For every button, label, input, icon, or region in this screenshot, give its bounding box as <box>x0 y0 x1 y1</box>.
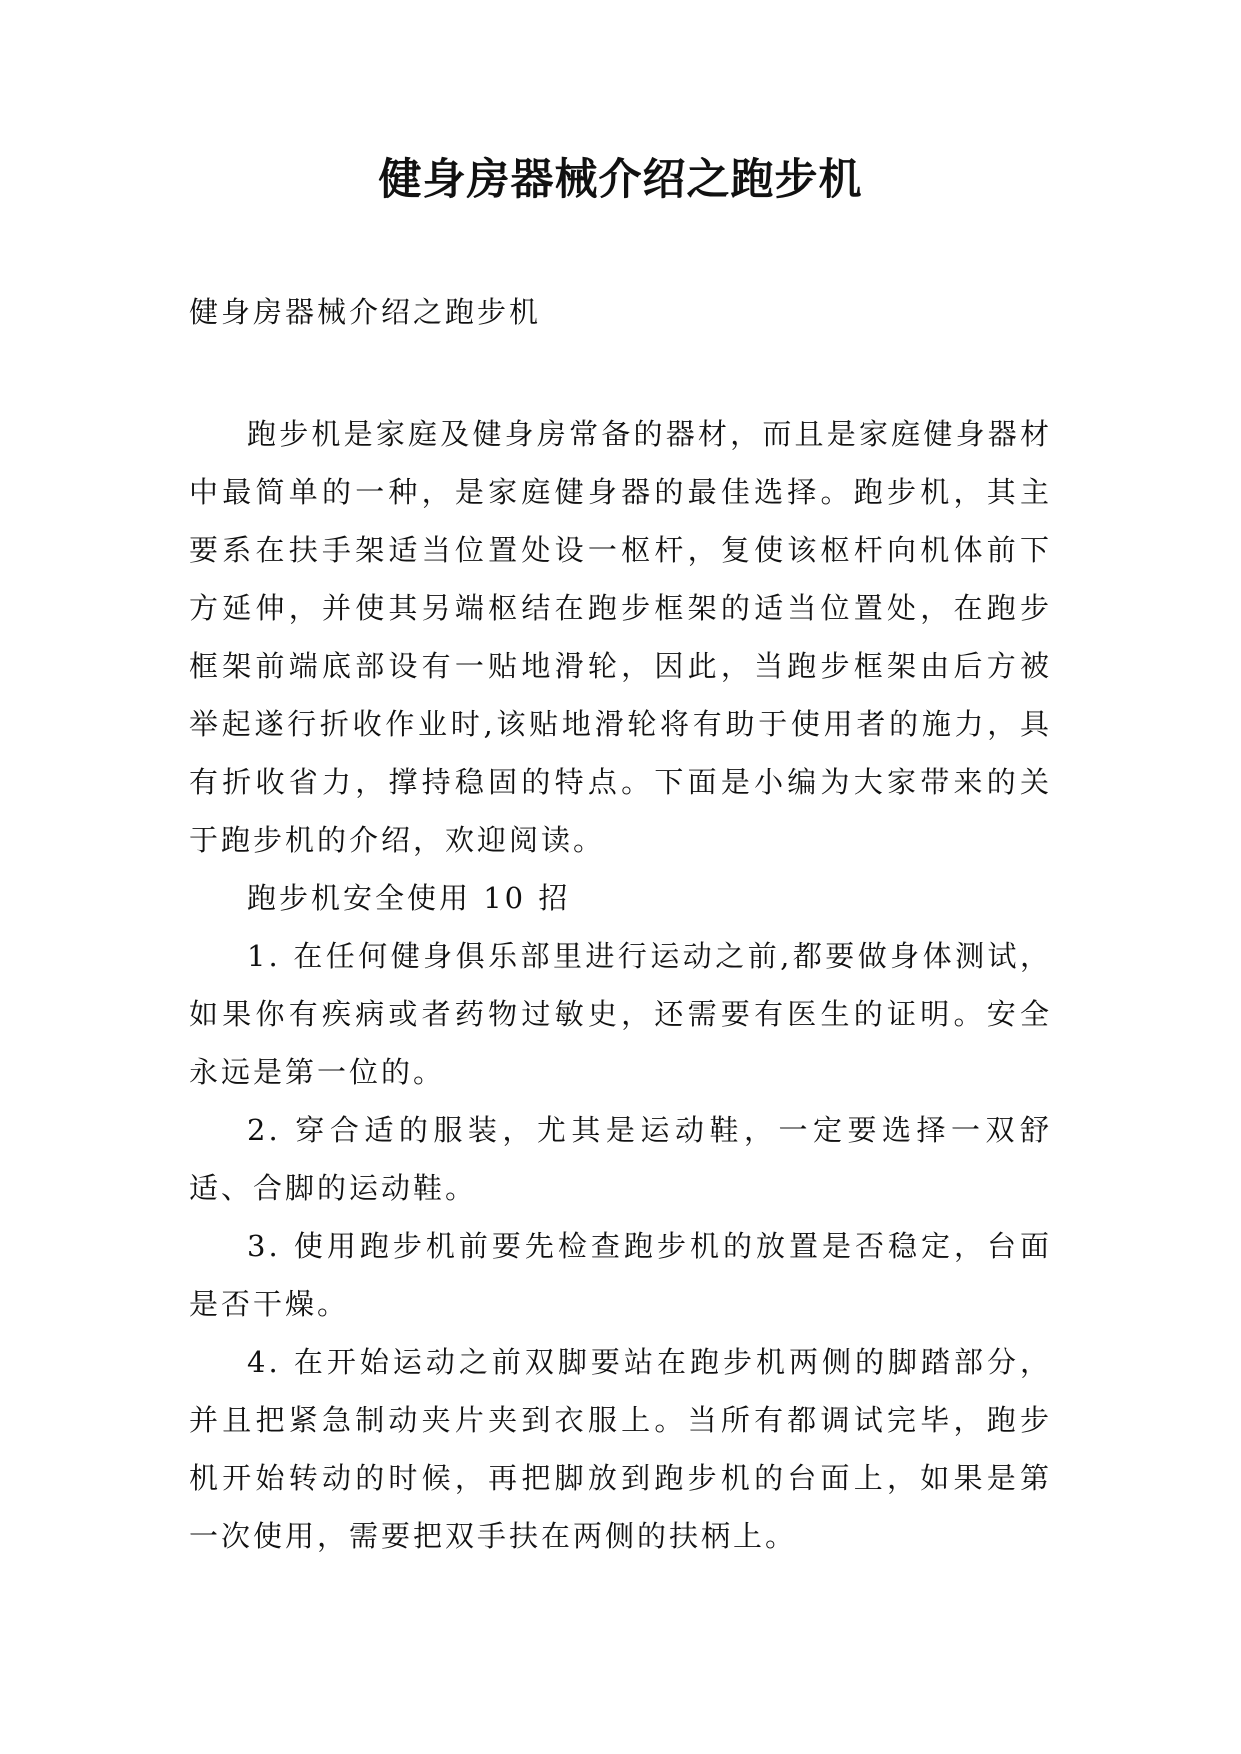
document-body <box>189 405 1052 1565</box>
paragraph-tip-2: 2. 穿合适的服装，尤其是运动鞋，一定要选择一双舒适、合脚的运动鞋。 <box>189 1113 1052 1205</box>
paragraph-section-heading: 跑步机安全使用 10 招 <box>247 881 571 915</box>
document-title: 健身房器械介绍之跑步机 <box>378 155 863 205</box>
paragraph-tip-1: 1. 在任何健身俱乐部里进行运动之前,都要做身体测试，如果你有疾病或者药物过敏史，还需要有医生的证明。安全永远是第一位的。 <box>189 939 1052 1089</box>
paragraph-tip-3: 3. 使用跑步机前要先检查跑步机的放置是否稳定，台面是否干燥。 <box>189 1229 1052 1321</box>
paragraph-intro: 跑步机是家庭及健身房常备的器材，而且是家庭健身器材中最简单的一种，是家庭健身器的最佳选择。跑步机，其主要系在扶手架适当位置处设一枢杆，复使该枢杆向机体前下方延伸，并使其另端枢结在跑步框架的适当位置处，在跑步框架前端底部设有一贴地滑轮，因此，当跑步框架由后方被举起遂行折收作业时,该贴地滑轮将有助于使用者的施力，具有折收省力，撑持稳固的特点。下面是小编为大家带来的关于跑步机的介绍，欢迎阅读。 <box>189 417 1052 857</box>
paragraph-tip-4: 4. 在开始运动之前双脚要站在跑步机两侧的脚踏部分，并且把紧急制动夹片夹到衣服上。当所有都调试完毕，跑步机开始转动的时候，再把脚放到跑步机的台面上，如果是第一次使用，需要把双手扶在两侧的扶柄上。 <box>189 1345 1052 1553</box>
document-subtitle: 健身房器械介绍之跑步机 <box>189 295 542 329</box>
